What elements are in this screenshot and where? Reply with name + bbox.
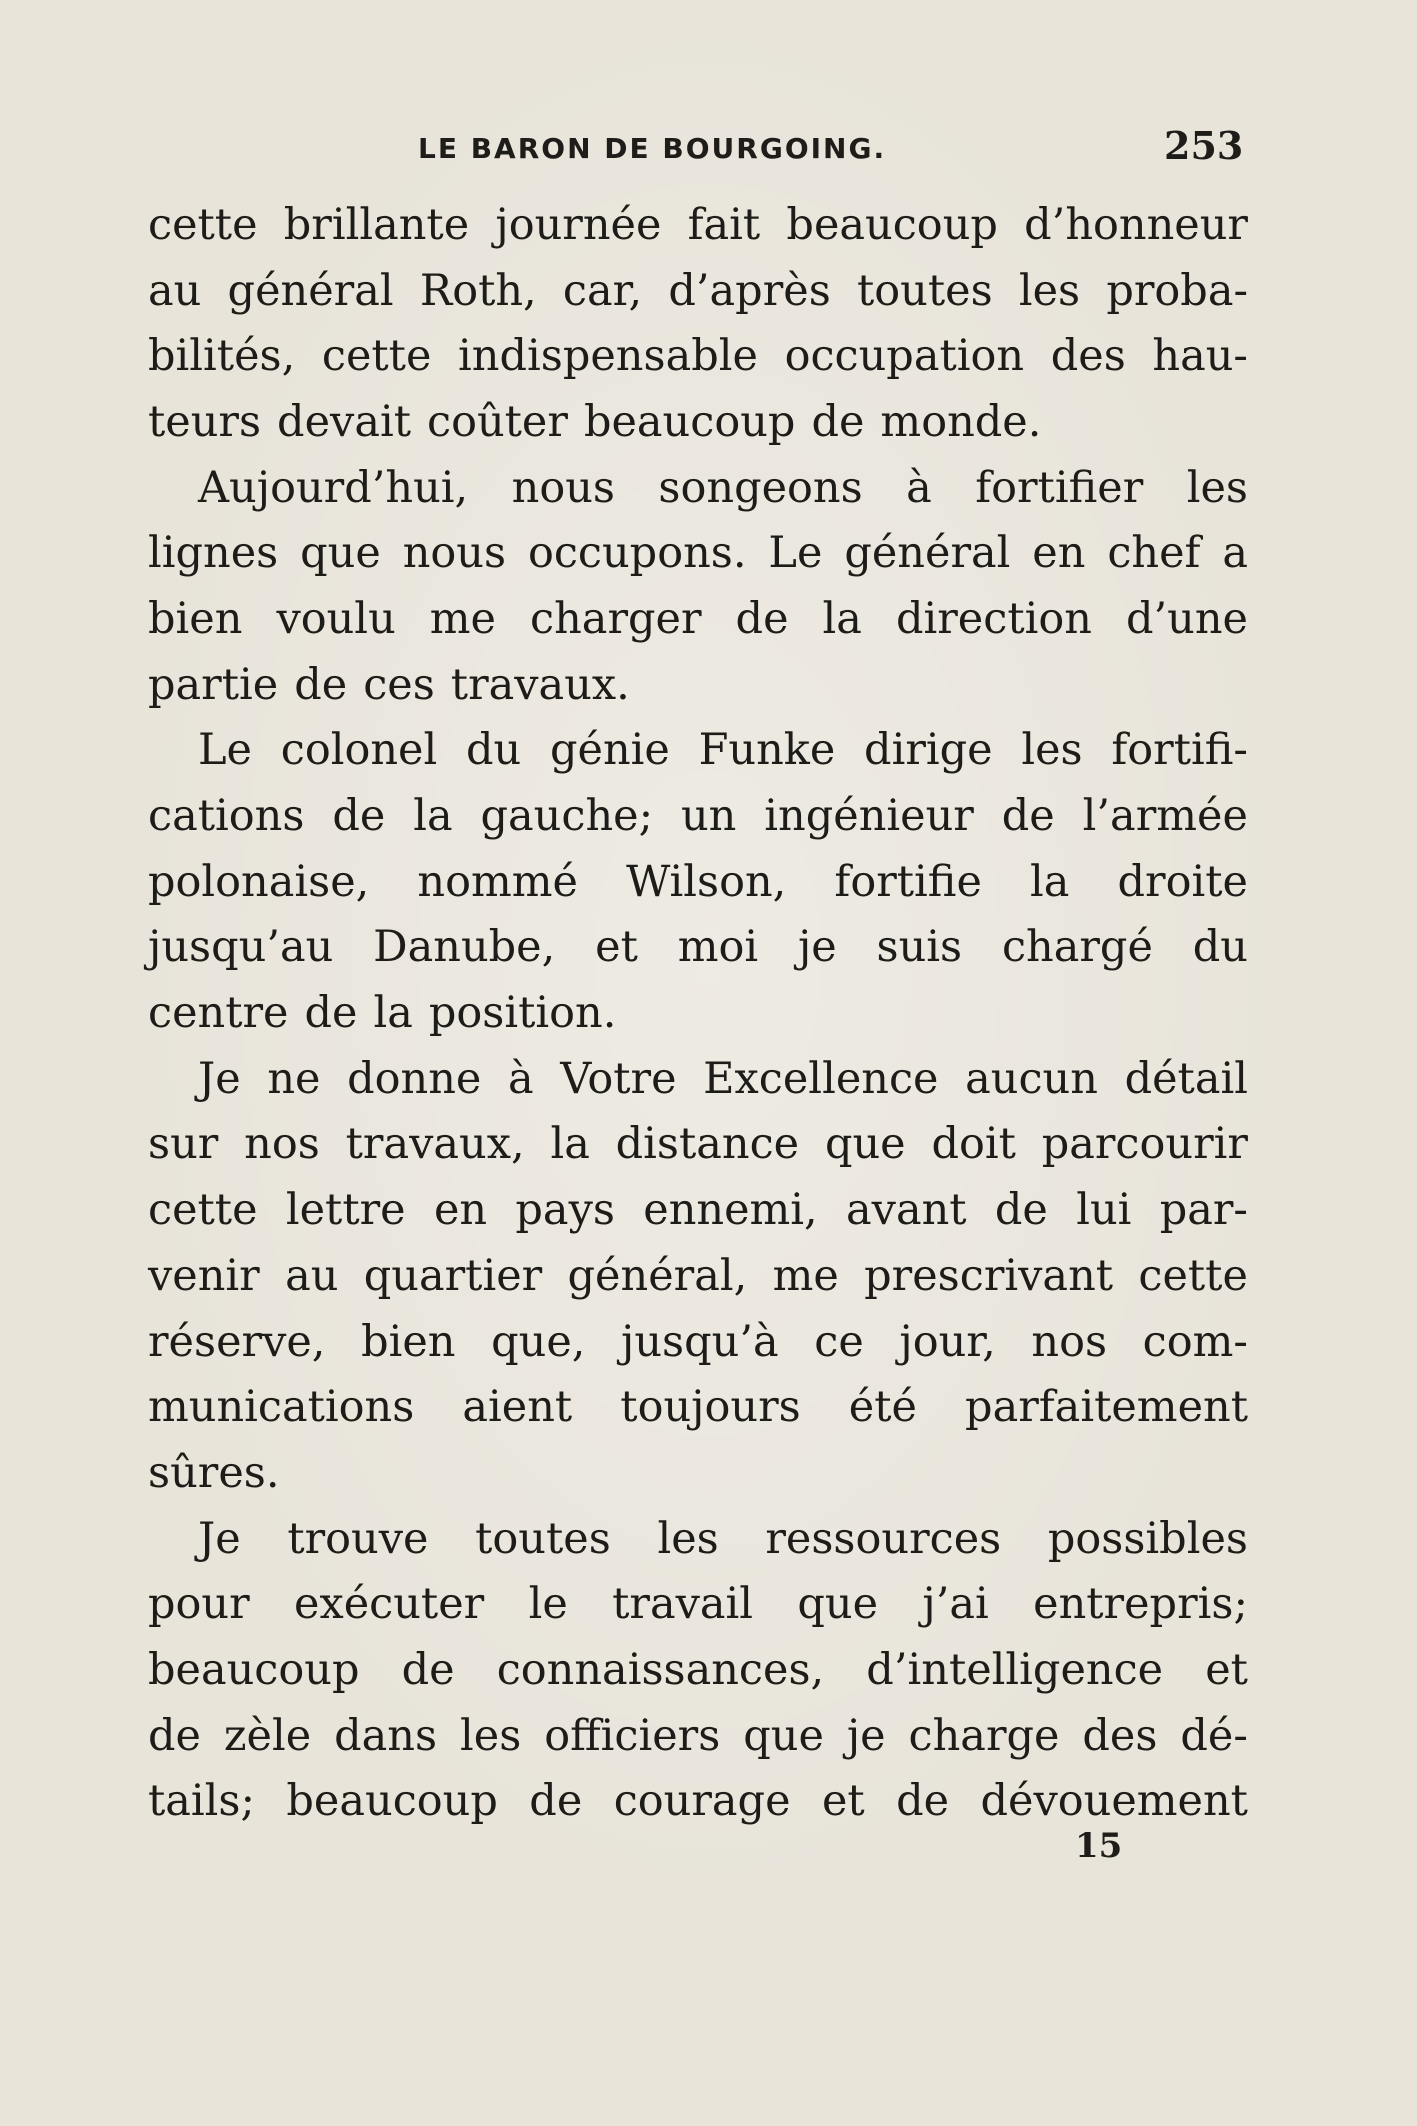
running-title: LE BARON DE BOURGOING. bbox=[418, 132, 887, 165]
text-line bbox=[148, 915, 1248, 981]
word: beaucoup bbox=[583, 396, 796, 447]
text-line bbox=[148, 1571, 1248, 1637]
word: en bbox=[433, 1185, 488, 1236]
word: Aujourd’hui, bbox=[198, 462, 469, 513]
word: lignes bbox=[148, 528, 279, 579]
text-line bbox=[148, 1374, 1248, 1440]
word: ingénieur bbox=[764, 791, 974, 842]
word: trouve bbox=[287, 1513, 429, 1564]
text-line bbox=[148, 980, 1248, 1046]
word: zèle bbox=[223, 1710, 312, 1761]
word: un bbox=[680, 791, 737, 842]
word: sur bbox=[148, 1119, 219, 1170]
text-line bbox=[148, 1440, 1248, 1506]
word: possibles bbox=[1047, 1513, 1248, 1564]
word: d’honneur bbox=[1024, 199, 1248, 250]
word: cations bbox=[148, 791, 305, 842]
word: toutes bbox=[856, 265, 993, 316]
word: moi bbox=[677, 922, 759, 973]
word: les bbox=[1186, 462, 1248, 513]
word: toujours bbox=[620, 1382, 801, 1433]
word: quartier bbox=[363, 1250, 543, 1301]
word: la bbox=[413, 791, 453, 842]
word: suis bbox=[876, 922, 963, 973]
word: d’intelligence bbox=[866, 1644, 1164, 1695]
word: munications bbox=[148, 1382, 415, 1433]
word: en bbox=[1032, 528, 1086, 579]
running-head bbox=[0, 118, 1417, 178]
word: com- bbox=[1142, 1316, 1248, 1367]
word: du bbox=[1192, 922, 1248, 973]
text-line bbox=[148, 389, 1248, 455]
word: je bbox=[797, 922, 837, 973]
word: je bbox=[846, 1710, 886, 1761]
text-line bbox=[148, 1046, 1248, 1112]
word: de bbox=[294, 659, 348, 710]
word: pour bbox=[148, 1579, 250, 1630]
text-line bbox=[148, 849, 1248, 915]
text-line bbox=[148, 718, 1248, 784]
word: travaux. bbox=[450, 659, 630, 710]
word: officiers bbox=[544, 1710, 721, 1761]
word: de bbox=[1001, 791, 1055, 842]
word: droite bbox=[1117, 856, 1248, 907]
word: donne bbox=[347, 1053, 482, 1104]
word: ressources bbox=[765, 1513, 1002, 1564]
text-line bbox=[148, 1637, 1248, 1703]
word: jusqu’à bbox=[621, 1316, 779, 1367]
word: journée bbox=[495, 199, 662, 250]
word: que bbox=[743, 1710, 824, 1761]
word: et bbox=[1205, 1644, 1248, 1695]
word: proba- bbox=[1106, 265, 1248, 316]
word: avant bbox=[846, 1185, 967, 1236]
word: occupation bbox=[784, 331, 1025, 382]
word: cette bbox=[321, 331, 432, 382]
word: direction bbox=[895, 593, 1092, 644]
word: et bbox=[821, 1776, 865, 1827]
word: monde. bbox=[880, 396, 1042, 447]
text-line bbox=[148, 1703, 1248, 1769]
word: position. bbox=[428, 988, 617, 1039]
word: Le bbox=[768, 528, 823, 579]
word: aient bbox=[462, 1382, 573, 1433]
word: les bbox=[460, 1710, 522, 1761]
word: doit bbox=[931, 1119, 1016, 1170]
word: devait bbox=[277, 396, 411, 447]
text-line bbox=[148, 520, 1248, 586]
word: aucun bbox=[965, 1053, 1098, 1104]
word: général, bbox=[567, 1250, 748, 1301]
word: tails; bbox=[148, 1776, 255, 1827]
word: de bbox=[811, 396, 865, 447]
word: général bbox=[844, 528, 1011, 579]
word: polonaise, bbox=[148, 856, 370, 907]
word: partie bbox=[148, 659, 279, 710]
word: Danube, bbox=[373, 922, 556, 973]
word: par- bbox=[1159, 1185, 1248, 1236]
word: de bbox=[148, 1710, 201, 1761]
word: Je bbox=[198, 1513, 241, 1564]
word: dans bbox=[334, 1710, 438, 1761]
word: bien bbox=[361, 1316, 456, 1367]
word: parfaitement bbox=[965, 1382, 1248, 1433]
word: travail bbox=[612, 1579, 754, 1630]
word: de bbox=[896, 1776, 950, 1827]
signature-mark: 15 bbox=[1075, 1826, 1123, 1866]
text-line bbox=[148, 1177, 1248, 1243]
word: Je bbox=[198, 1053, 241, 1104]
word: les bbox=[1021, 725, 1083, 776]
word: et bbox=[595, 922, 638, 973]
word: d’une bbox=[1125, 593, 1248, 644]
word: l’armée bbox=[1082, 791, 1248, 842]
word: fortifi- bbox=[1111, 725, 1248, 776]
word: beaucoup bbox=[286, 1776, 498, 1827]
word: a bbox=[1222, 528, 1248, 579]
word: de bbox=[304, 988, 358, 1039]
body-text bbox=[148, 192, 1248, 1834]
word: Funke bbox=[698, 725, 836, 776]
text-line bbox=[148, 258, 1248, 324]
word: distance bbox=[615, 1119, 800, 1170]
word: parcourir bbox=[1041, 1119, 1248, 1170]
word: nos bbox=[244, 1119, 320, 1170]
word: ce bbox=[814, 1316, 864, 1367]
word: lettre bbox=[285, 1185, 406, 1236]
word: ne bbox=[267, 1053, 321, 1104]
word: la bbox=[373, 988, 413, 1039]
word: au bbox=[285, 1250, 339, 1301]
word: nos bbox=[1031, 1316, 1108, 1367]
word: connaissances, bbox=[496, 1644, 825, 1695]
text-line bbox=[148, 1506, 1248, 1572]
word: Le bbox=[198, 725, 253, 776]
page-number: 253 bbox=[1164, 123, 1244, 168]
word: chef bbox=[1107, 528, 1201, 579]
text-line bbox=[148, 1112, 1248, 1178]
word: le bbox=[528, 1579, 568, 1630]
word: les bbox=[657, 1513, 719, 1564]
word: des bbox=[1050, 331, 1126, 382]
word: cette bbox=[148, 199, 258, 250]
word: nous bbox=[511, 462, 615, 513]
word: Wilson, bbox=[626, 856, 787, 907]
word: la bbox=[1030, 856, 1070, 907]
word: prescrivant bbox=[864, 1250, 1114, 1301]
word: charger bbox=[530, 593, 702, 644]
text-line bbox=[148, 652, 1248, 718]
text-line bbox=[148, 192, 1248, 258]
word: Votre bbox=[560, 1053, 677, 1104]
word: me bbox=[429, 593, 497, 644]
word: dé- bbox=[1180, 1710, 1248, 1761]
word: de bbox=[994, 1185, 1048, 1236]
word: courage bbox=[613, 1776, 791, 1827]
word: que bbox=[824, 1119, 906, 1170]
word: Roth, bbox=[419, 265, 537, 316]
word: jour, bbox=[899, 1316, 996, 1367]
word: voulu bbox=[276, 593, 396, 644]
word: de bbox=[332, 791, 386, 842]
word: fortifie bbox=[834, 856, 982, 907]
word: travaux, bbox=[345, 1119, 525, 1170]
text-line bbox=[148, 1309, 1248, 1375]
text-line bbox=[148, 455, 1248, 521]
word: nommé bbox=[417, 856, 578, 907]
text-line bbox=[148, 783, 1248, 849]
word: beaucoup bbox=[786, 199, 998, 250]
word: la bbox=[822, 593, 862, 644]
text-line bbox=[148, 1243, 1248, 1309]
word: exécuter bbox=[294, 1579, 485, 1630]
word: colonel bbox=[280, 725, 438, 776]
word: fortifier bbox=[975, 462, 1144, 513]
word: dirige bbox=[864, 725, 993, 776]
word: car, bbox=[562, 265, 643, 316]
word: occupons. bbox=[527, 528, 747, 579]
word: brillante bbox=[283, 199, 470, 250]
word: de bbox=[735, 593, 789, 644]
word: que, bbox=[491, 1316, 586, 1367]
word: les bbox=[1018, 265, 1081, 316]
word: bien bbox=[148, 593, 243, 644]
word: venir bbox=[148, 1250, 260, 1301]
word: nous bbox=[402, 528, 507, 579]
word: centre bbox=[148, 988, 289, 1039]
word: du bbox=[466, 725, 522, 776]
word: j’ai bbox=[922, 1579, 989, 1630]
word: cette bbox=[1138, 1250, 1248, 1301]
word: bilités, bbox=[148, 331, 296, 382]
word: des bbox=[1082, 1710, 1158, 1761]
word: hau- bbox=[1152, 331, 1248, 382]
word: songeons bbox=[658, 462, 863, 513]
word: sûres. bbox=[148, 1447, 280, 1498]
word: chargé bbox=[1001, 922, 1153, 973]
word: lui bbox=[1076, 1185, 1132, 1236]
word: été bbox=[848, 1382, 917, 1433]
word: la bbox=[550, 1119, 590, 1170]
word: cette bbox=[148, 1185, 258, 1236]
word: de bbox=[529, 1776, 583, 1827]
word: gauche; bbox=[480, 791, 654, 842]
word: ennemi, bbox=[643, 1185, 818, 1236]
word: au bbox=[148, 265, 202, 316]
word: fait bbox=[687, 199, 761, 250]
word: teurs bbox=[148, 396, 262, 447]
word: beaucoup bbox=[148, 1644, 360, 1695]
word: détail bbox=[1124, 1053, 1248, 1104]
word: que bbox=[797, 1579, 879, 1630]
word: jusqu’au bbox=[148, 922, 334, 973]
word: indispensable bbox=[458, 331, 758, 382]
word: Excellence bbox=[703, 1053, 939, 1104]
word: que bbox=[300, 528, 381, 579]
word: charge bbox=[908, 1710, 1060, 1761]
word: me bbox=[772, 1250, 839, 1301]
word: à bbox=[507, 1053, 534, 1104]
text-line bbox=[148, 1769, 1248, 1835]
word: d’après bbox=[668, 265, 831, 316]
text-line bbox=[148, 586, 1248, 652]
word: entrepris; bbox=[1033, 1579, 1248, 1630]
word: génie bbox=[549, 725, 670, 776]
word: dévouement bbox=[980, 1776, 1248, 1827]
word: général bbox=[227, 265, 394, 316]
word: pays bbox=[515, 1185, 615, 1236]
word: coûter bbox=[426, 396, 568, 447]
word: ces bbox=[363, 659, 435, 710]
word: de bbox=[401, 1644, 455, 1695]
word: toutes bbox=[475, 1513, 611, 1564]
text-line bbox=[148, 323, 1248, 389]
word: à bbox=[906, 462, 932, 513]
word: réserve, bbox=[148, 1316, 326, 1367]
